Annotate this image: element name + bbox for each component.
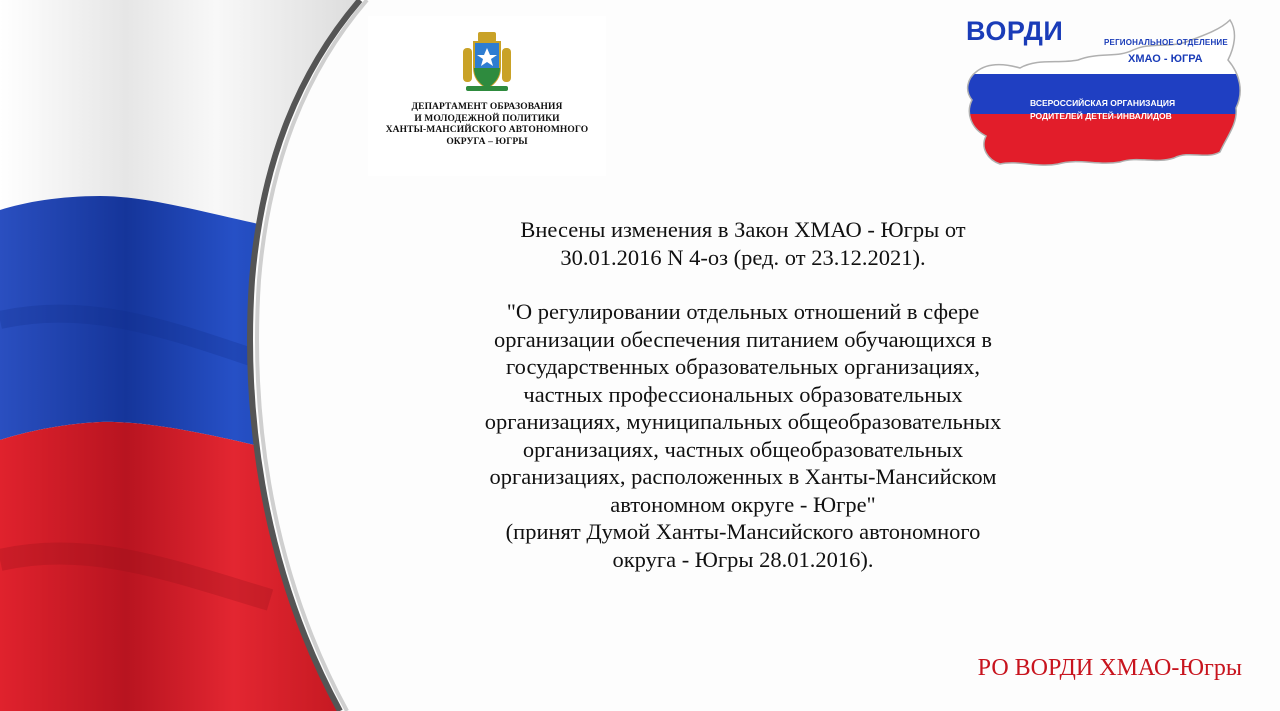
vordi-org-line: РОДИТЕЛЕЙ ДЕТЕЙ-ИНВАЛИДОВ bbox=[1030, 111, 1172, 121]
department-name-line: И МОЛОДЕЖНОЙ ПОЛИТИКИ bbox=[414, 113, 560, 124]
law-title-line: организациях, муниципальных общеобразовательных bbox=[484, 409, 1002, 434]
law-title-line: автономном округе - Югре" bbox=[610, 491, 876, 517]
adopted-line: (принят Думой Ханты-Мансийского автономного bbox=[505, 519, 981, 544]
vordi-subtitle: РЕГИОНАЛЬНОЕ ОТДЕЛЕНИЕ bbox=[1104, 38, 1228, 47]
vordi-title: ВОРДИ bbox=[966, 16, 1064, 46]
adopted-line: округа - Югры 28.01.2016). bbox=[612, 546, 874, 572]
footer-label: РО ВОРДИ ХМАО-Югры bbox=[977, 655, 1242, 681]
law-title-line: частных профессиональных образовательных bbox=[523, 381, 963, 407]
department-name-line: ДЕПАРТАМЕНТ ОБРАЗОВАНИЯ bbox=[411, 102, 563, 112]
department-name-line: ОКРУГА – ЮГРЫ bbox=[446, 136, 528, 147]
law-title-line: организациях, расположенных в Ханты-Мансийском bbox=[489, 464, 997, 489]
law-title-line: организациях, частных общеобразовательных bbox=[522, 436, 964, 462]
coat-of-arms-icon bbox=[460, 28, 514, 94]
main-text bbox=[410, 216, 1076, 573]
vordi-org-line: ВСЕРОССИЙСКАЯ ОРГАНИЗАЦИЯ bbox=[1030, 98, 1176, 108]
law-title-line: "О регулировании отдельных отношений в сфере bbox=[506, 299, 980, 324]
intro-line: 30.01.2016 N 4-оз (ред. от 23.12.2021). bbox=[560, 244, 926, 270]
department-name bbox=[368, 102, 606, 148]
vordi-logo bbox=[958, 12, 1248, 172]
law-title-line: государственных образовательных организациях, bbox=[505, 354, 981, 379]
intro-line: Внесены изменения в Закон ХМАО - Югры от bbox=[520, 217, 966, 242]
department-logo bbox=[368, 16, 606, 176]
department-name-line: ХАНТЫ-МАНСИЙСКОГО АВТОНОМНОГО bbox=[385, 125, 589, 135]
law-title-line: организации обеспечения питанием обучающихся в bbox=[493, 326, 993, 352]
vordi-region: ХМАО - ЮГРА bbox=[1128, 53, 1203, 65]
